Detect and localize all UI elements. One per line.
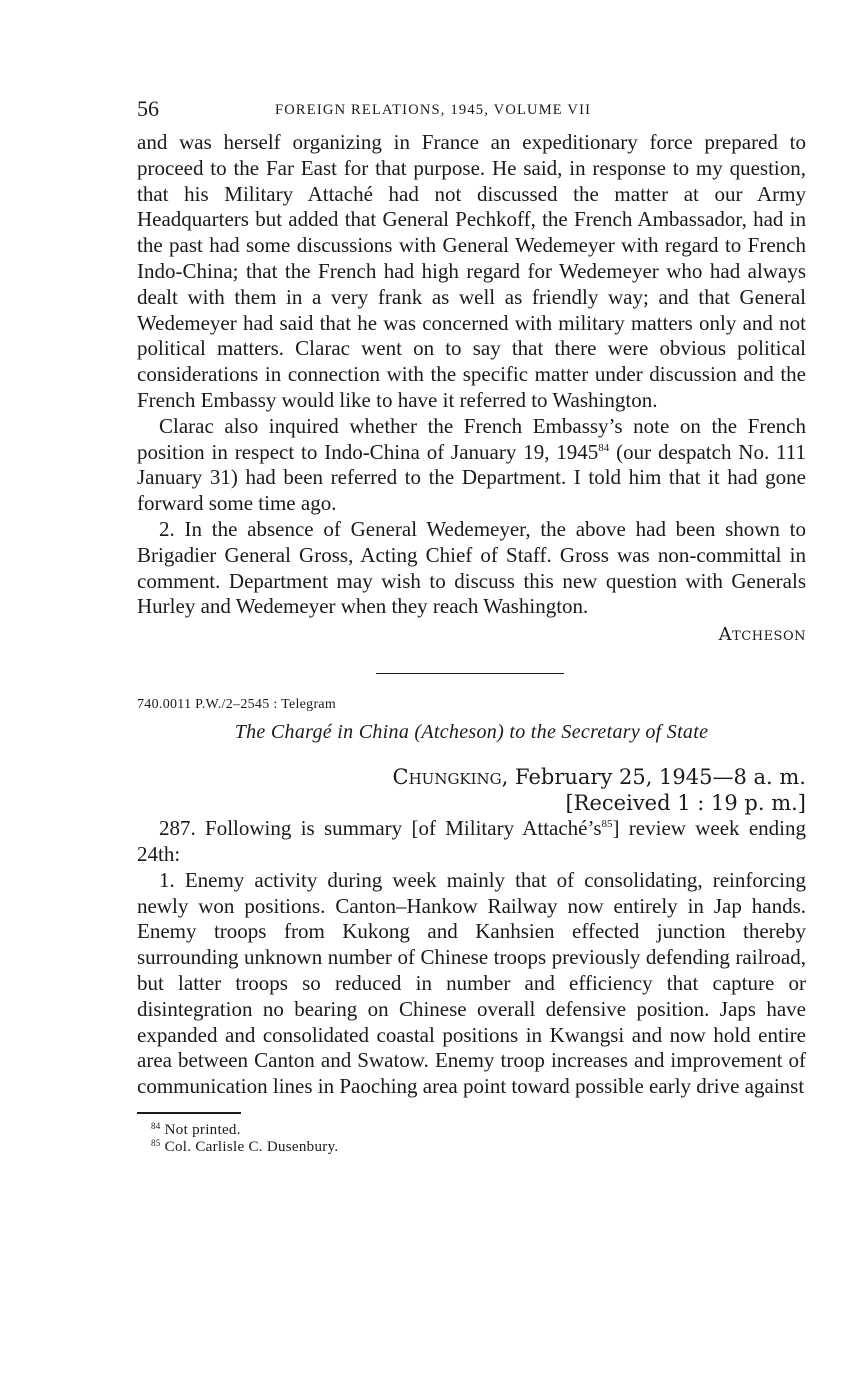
paragraph-text: 287. Following is summary [of Military Attaché’s (159, 816, 602, 841)
paragraph-text: ] review week ending 24th: (137, 816, 807, 866)
paragraph-text: (our despatch No. 111 January 31) had been referred to the Department. I told him that it had gone forward some time ago. (137, 439, 806, 516)
continuation-text (137, 130, 806, 620)
footnote-rule (137, 1112, 241, 1114)
footnote-text: Col. Carlisle C. Dusenbury. (164, 1138, 339, 1155)
paragraph-summary (137, 816, 806, 868)
paragraph-gross: 2. In the absence of General Wedemeyer, the above had been shown to Brigadier General Gross, Acting Chief of Staff. Gross was non-committal in comment. Department may wish to discuss this new question with Generals Hurley and Wedemeyer when they reach Washington. (137, 516, 806, 619)
footnote-marker: 84 (151, 1120, 161, 1131)
page-header (137, 96, 806, 130)
footnote-ref-85: 85 (601, 818, 613, 831)
dateline-date: , February 25, 1945—8 a. m. (501, 765, 806, 790)
running-head: FOREIGN RELATIONS, 1945, VOLUME VII (275, 102, 592, 118)
telegram-text (137, 816, 806, 1100)
footnote-85 (151, 1139, 806, 1156)
footnote-marker: 85 (151, 1137, 161, 1148)
file-reference: 740.0011 P.W./2–2545 : Telegram (137, 697, 337, 713)
footnote-ref-84: 84 (598, 441, 610, 454)
page-number: 56 (137, 96, 159, 121)
document-page (137, 96, 806, 1156)
paragraph-text: Clarac also inquired whether the French Embassy’s note on the French position in respect to Indo-China of January 19, 1945 (137, 413, 806, 464)
continuation-paragraph: and was herself organizing in France an expeditionary force prepared to proceed to the Far East for that purpose. He said, in response to my question, that his Military Attaché had not discussed the matter at our Army Headquarters but added that General Pechkoff, the French Ambassador, had in the past had some discussions with General Wedemeyer with regard to French Indo-China; that the French had high regard for Wedemeyer who had always dealt with them in a very frank as well as friendly way; and that General Wedemeyer had said that he was concerned with military matters only and not political matters. Clarac went on to say that there were obvious political considerations in connection with the specific matter under discussion and the French Embassy would like to have it referred to Washington. (137, 130, 806, 412)
footnote-84 (151, 1122, 806, 1139)
received-line: [Received 1 : 19 p. m.] (565, 791, 806, 816)
dateline (137, 764, 806, 790)
signature: Atcheson (718, 624, 806, 646)
footnotes (137, 1122, 806, 1156)
footnote-text: Not printed. (164, 1121, 241, 1138)
dateline-place: Chungking (392, 765, 502, 790)
paragraph-clarac-inquiry (137, 414, 806, 517)
document-title: The Chargé in China (Atcheson) to the Secretary of State (234, 721, 709, 744)
paragraph-enemy-activity: 1. Enemy activity during week mainly that of consolidating, reinforcing newly won positions. Canton–Hankow Railway now entirely in Jap hands. Enemy troops from Kukong and Kanhsien effected junction thereby surrounding unknown number of Chinese troops previously defending railroad, but latter troops so reduced in number and efficiency that capture or disintegration no bearing on Chinese overall defensive position. Japs have expanded and consolidated coastal positions in Kwangsi and now hold entire area between Canton and Swatow. Enemy troop increases and improvement of communication lines in Paoching area point toward possible early drive against (137, 867, 806, 1099)
section-divider (376, 673, 564, 674)
